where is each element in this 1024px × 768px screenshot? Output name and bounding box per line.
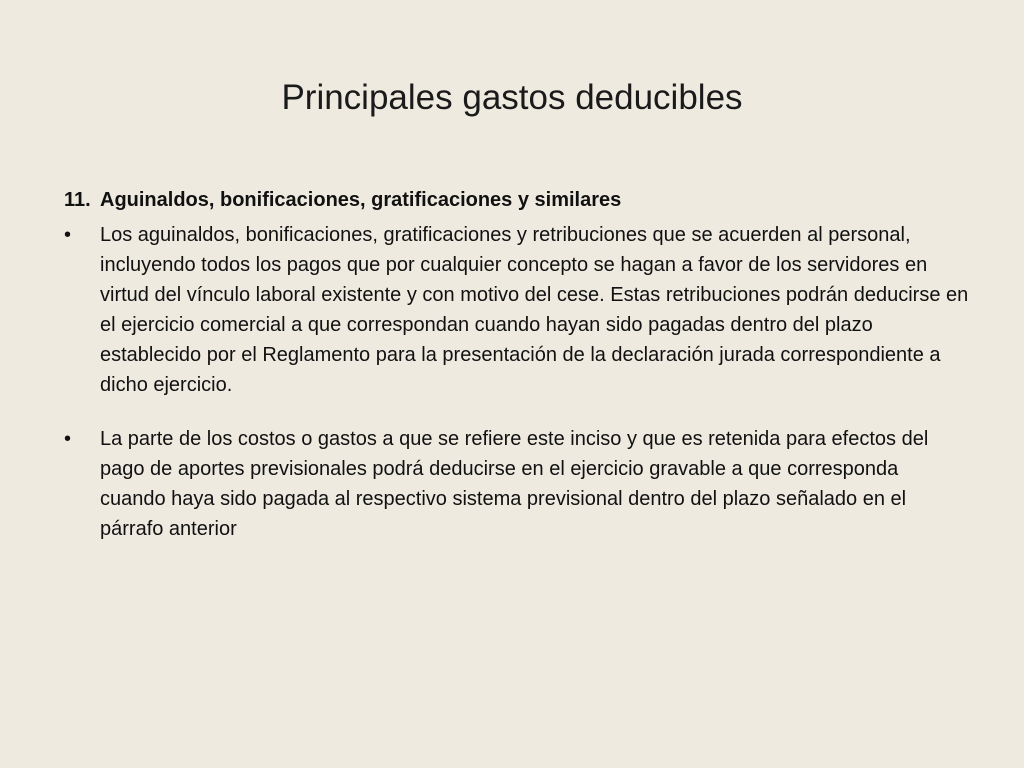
bullet-item-1 xyxy=(64,220,969,400)
slide-content xyxy=(64,186,969,568)
bullet-text-1: Los aguinaldos, bonificaciones, gratificaciones y retribuciones que se acuerden al personal, incluyendo todos los pagos que por cualquier concepto se hagan a favor de los servidores en virtud del vínculo laboral existente y con motivo del cese. Estas retribuciones podrán deducirse en el ejercicio comercial a que correspondan cuando hayan sido pagadas dentro del plazo establecido por el Reglamento para la presentación de la declaración jurada correspondiente a dicho ejercicio. xyxy=(100,224,969,396)
bullet-icon: • xyxy=(64,224,72,246)
section-heading-text: Aguinaldos, bonificaciones, gratificaciones y similares xyxy=(100,189,622,211)
bullet-list xyxy=(64,220,969,544)
section-number: 11. xyxy=(64,189,91,211)
slide-title: Principales gastos deducibles xyxy=(281,78,743,117)
section-heading xyxy=(64,186,969,214)
bullet-text-2: La parte de los costos o gastos a que se refiere este inciso y que es retenida para efectos del pago de aportes previsionales podrá deducirse en el ejercicio gravable a que corresponda cuando haya sido pagada al respectivo sistema previsional dentro del plazo señalado en el párrafo anterior xyxy=(100,428,929,540)
bullet-item-2 xyxy=(64,424,969,544)
bullet-icon: • xyxy=(64,428,72,450)
